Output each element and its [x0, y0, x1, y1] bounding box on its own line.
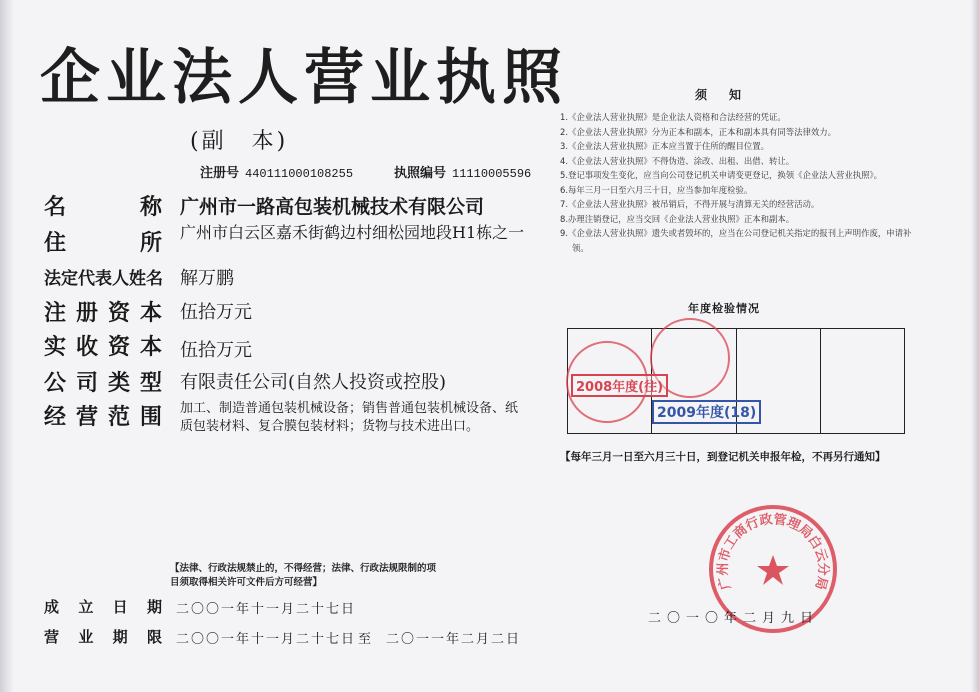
paper-edge-right	[971, 0, 979, 692]
notice-item: 7.《企业法人营业执照》被吊销后，不得开展与清算无关的经营活动。	[560, 199, 820, 209]
field-value-business-scope: 加工、制造普通包装机械设备；销售普通包装机械设备、纸质包装材料、复合膜包装材料；货物与技术进出口。	[180, 401, 519, 434]
reg-no-label: 注册号	[200, 166, 240, 181]
term-from: 二〇〇一年十一月二十七日	[176, 632, 357, 647]
term-to-word: 至	[358, 632, 374, 647]
registration-number	[200, 162, 353, 181]
notice-item: 3.《企业法人营业执照》正本应当置于住所的醒目位置。	[560, 141, 769, 151]
annual-inspection-note: 【每年三月一日至六月三十日，到登记机关申报年检，不再另行通知】	[560, 451, 886, 463]
license-no-label: 执照编号	[394, 166, 447, 181]
notice-item: 8.办理注销登记，应当交回《企业法人营业执照》正本和副本。	[560, 213, 795, 224]
established-label: 成立日期	[44, 598, 162, 616]
reg-no-value: 440111000108255	[245, 167, 354, 181]
notice-item: 4.《企业法人营业执照》不得伪造、涂改、出租、出借、转让。	[560, 155, 795, 166]
field-value-name: 广州市一路高包装机械技术有限公司	[180, 196, 485, 218]
field-value-company-type: 有限责任公司(自然人投资或控股)	[180, 372, 447, 393]
field-value-paid-capital: 伍拾万元	[180, 340, 252, 361]
field-label-address: 住 所	[44, 231, 162, 256]
notice-item: 9.《企业法人营业执照》遗失或者毁坏的，应当在公司登记机关指定的报刊上声明作废，申请补领。	[560, 228, 912, 253]
established-value: 二〇〇一年十一月二十七日	[176, 602, 357, 617]
inspection-cell	[821, 329, 904, 433]
notice-item: 6.每年三月一日至六月三十日，应当参加年度检验。	[560, 184, 753, 195]
document-title: 企业法人营业执照	[40, 43, 568, 113]
field-label-name: 名 称	[44, 195, 162, 220]
license-no-value: 11110005596	[452, 167, 532, 181]
term-to: 二〇一一年二月二日	[386, 632, 522, 647]
notice-item: 1.《企业法人营业执照》是企业法人资格和合法经营的凭证。	[560, 112, 786, 122]
inspection-stamp-2009: 2009年度(18)	[652, 400, 761, 424]
notice-list	[560, 110, 920, 255]
field-label-registered-capital: 注册资本	[44, 301, 162, 326]
inspection-stamp-2008: 2008年度(往)	[571, 374, 668, 397]
field-label-legal-rep: 法定代表人姓名	[44, 269, 163, 289]
seal-star-icon	[757, 555, 789, 585]
issue-date: 二〇一〇年二月九日	[648, 611, 820, 626]
seal-text: 广州市工商行政管理局白云分局	[715, 512, 831, 592]
annual-inspection-title: 年度检验情况	[688, 302, 760, 315]
legal-notice: 【法律、行政法规禁止的，不得经营；法律、行政法规限制的项目须取得相关许可文件后方可经营】	[170, 563, 437, 588]
field-label-paid-capital: 实收资本	[44, 335, 162, 360]
paper-edge-left	[0, 0, 14, 692]
field-value-address: 广州市白云区嘉禾街鹤边村细松园地段H1栋之一	[180, 223, 525, 242]
field-label-business-scope: 经营范围	[44, 405, 162, 430]
field-value-legal-rep: 解万鹏	[180, 268, 234, 289]
term-label: 营业期限	[44, 628, 162, 646]
field-label-company-type: 公司类型	[44, 371, 162, 396]
license-number	[394, 162, 531, 181]
field-value-registered-capital: 伍拾万元	[180, 302, 252, 323]
notice-item: 5.登记事项发生变化，应当向公司登记机关申请变更登记，换领《企业法人营业执照》。	[560, 170, 883, 180]
copy-label: (副 本)	[190, 129, 289, 154]
notice-title: 须知	[695, 88, 764, 102]
notice-item: 2.《企业法人营业执照》分为正本和副本，正本和副本具有同等法律效力。	[560, 126, 836, 137]
